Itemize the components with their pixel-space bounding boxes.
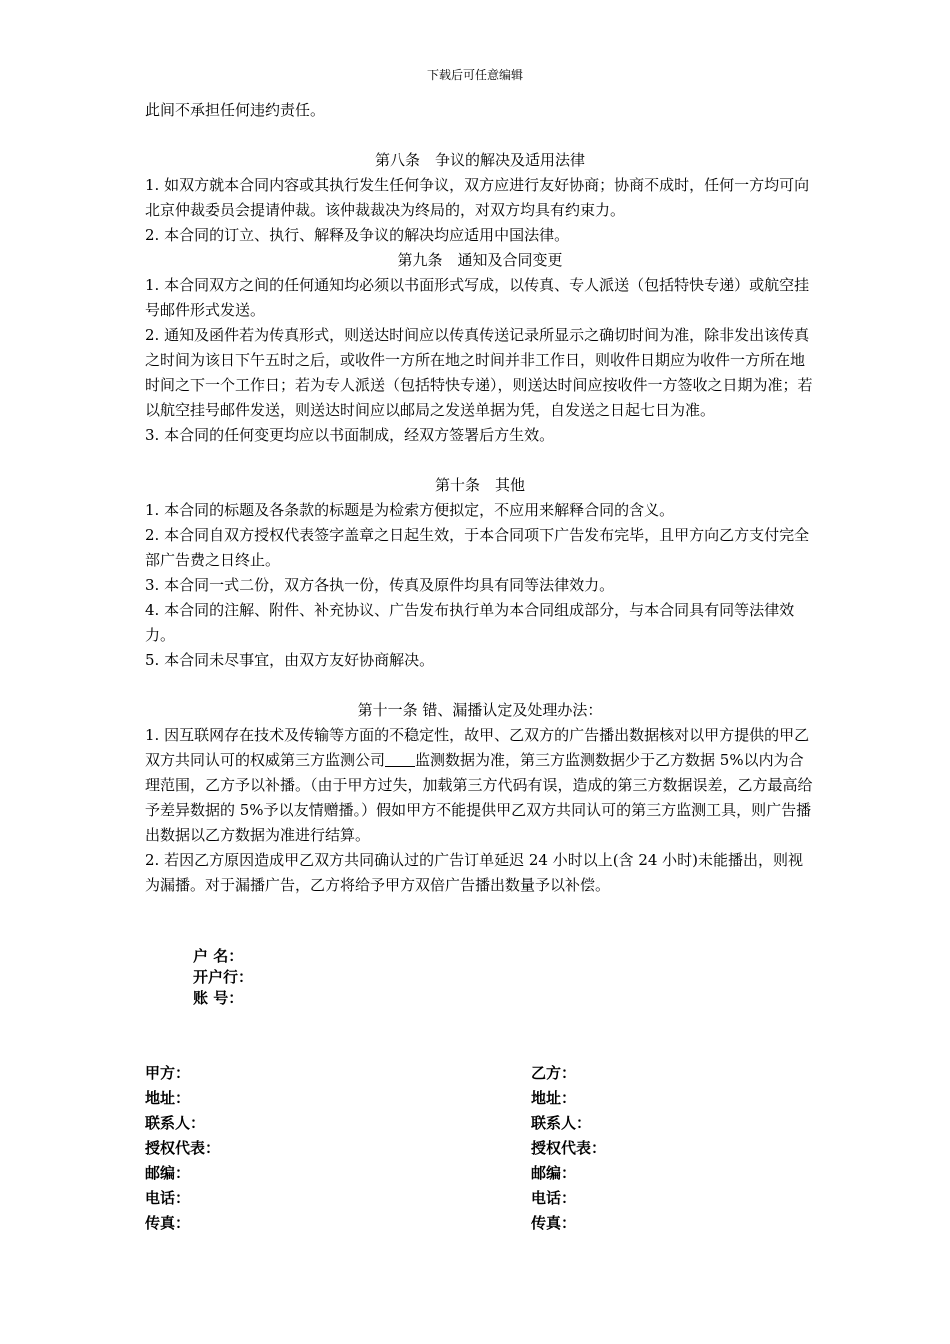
spacer [145, 673, 815, 698]
party-b-fax: 传真： [531, 1214, 577, 1232]
article-11-clause-1-part-b: 监测数据为准，第三方监测数据少于乙方数据 5%以内为合理范围，乙方予以补播。（由于甲方过失，加载第三方代码有误，造成的第三方数据误差，乙方最高给予差异数据的 5%予以友情赠播。）假如甲方不能提供甲乙双方共同认可的第三方监测工具，则广告播出数据以乙方数据为准进行结算。 [145, 751, 813, 844]
article-9-clause-3: 3. 本合同的任何变更均应以书面制成，经双方签署后方生效。 [145, 426, 555, 444]
intro-line: 此间不承担任何违约责任。 [145, 101, 326, 119]
spacer [145, 448, 815, 473]
party-a-signature-block [145, 1061, 220, 1236]
bank-info [193, 946, 253, 1009]
party-b-phone: 电话： [531, 1189, 577, 1207]
article-11-clause-2: 2. 若因乙方原因造成甲乙双方共同确认过的广告订单延迟 24 小时以上(含 24 小时)未能播出，则视为漏播。对于漏播广告，乙方将给予甲方双倍广告播出数量予以补偿。 [145, 851, 804, 894]
article-11-title: 第十一条 错、漏播认定及处理办法： [357, 701, 603, 719]
article-8-title: 第八条 争议的解决及适用法律 [374, 151, 585, 169]
party-b-postcode: 邮编： [531, 1164, 577, 1182]
article-9-title: 第九条 通知及合同变更 [397, 251, 563, 269]
article-10-clause-4: 4. 本合同的注解、附件、补充协议、广告发布执行单为本合同组成部分，与本合同具有同等法律效力。 [145, 601, 795, 644]
article-10-clause-2: 2. 本合同自双方授权代表签字盖章之日起生效，于本合同项下广告发布完毕，且甲方向乙方支付完全部广告费之日终止。 [145, 526, 810, 569]
party-b-address: 地址： [531, 1089, 577, 1107]
party-a-label: 甲方： [145, 1064, 191, 1082]
party-b-signature-block [531, 1061, 606, 1236]
article-9-clause-2: 2. 通知及函件若为传真形式，则送达时间应以传真传送记录所显示之确切时间为准，除非发出该传真之时间为该日下午五时之后，或收件一方所在地之时间并非工作日，则收件日期应为收件一方所在地时间之下一个工作日；若为专人派送（包括特快专递），则送达时间应按收件一方签收之日期为准；若以航空挂号邮件发送，则送达时间应以邮局之发送单据为凭，自发送之日起七日为准。 [145, 326, 813, 419]
party-a-phone: 电话： [145, 1189, 191, 1207]
article-10-clause-5: 5. 本合同未尽事宜，由双方友好协商解决。 [145, 651, 435, 669]
article-8-clause-1: 1. 如双方就本合同内容或其执行发生任何争议，双方应进行友好协商；协商不成时，任何一方均可向北京仲裁委员会提请仲裁。该仲裁裁决为终局的，对双方均具有约束力。 [145, 176, 810, 219]
bank-name: 开户行： [193, 968, 254, 986]
bank-account-number: 账 号： [193, 989, 244, 1007]
contract-body [145, 98, 815, 898]
article-10-clause-1: 1. 本合同的标题及各条款的标题是为检索方便拟定，不应用来解释合同的含义。 [145, 501, 675, 519]
article-8-clause-2: 2. 本合同的订立、执行、解释及争议的解决均应适用中国法律。 [145, 226, 570, 244]
article-11-clause-1 [145, 723, 815, 848]
party-a-contact: 联系人： [145, 1114, 206, 1132]
spacer [145, 123, 815, 148]
party-a-postcode: 邮编： [145, 1164, 191, 1182]
party-a-representative: 授权代表： [145, 1139, 221, 1157]
party-a-address: 地址： [145, 1089, 191, 1107]
party-a-fax: 传真： [145, 1214, 191, 1232]
page-header-note: 下载后可任意编辑 [426, 68, 523, 82]
article-11-clause-1-part-a: 1. 因互联网存在技术及传输等方面的不稳定性，故甲、乙双方的广告播出数据核对以甲方提供的甲乙双方共同认可的权威第三方监测公司 [145, 726, 810, 769]
bank-account-name: 户 名： [193, 947, 244, 965]
article-9-clause-1: 1. 本合同双方之间的任何通知均必须以书面形式写成，以传真、专人派送（包括特快专递）或航空挂号邮件形式发送。 [145, 276, 810, 319]
party-b-contact: 联系人： [531, 1114, 592, 1132]
party-b-label: 乙方： [531, 1064, 577, 1082]
article-10-clause-3: 3. 本合同一式二份，双方各执一份，传真及原件均具有同等法律效力。 [145, 576, 615, 594]
article-10-title: 第十条 其他 [434, 476, 525, 494]
party-b-representative: 授权代表： [531, 1139, 607, 1157]
fill-in-blank [385, 751, 415, 767]
